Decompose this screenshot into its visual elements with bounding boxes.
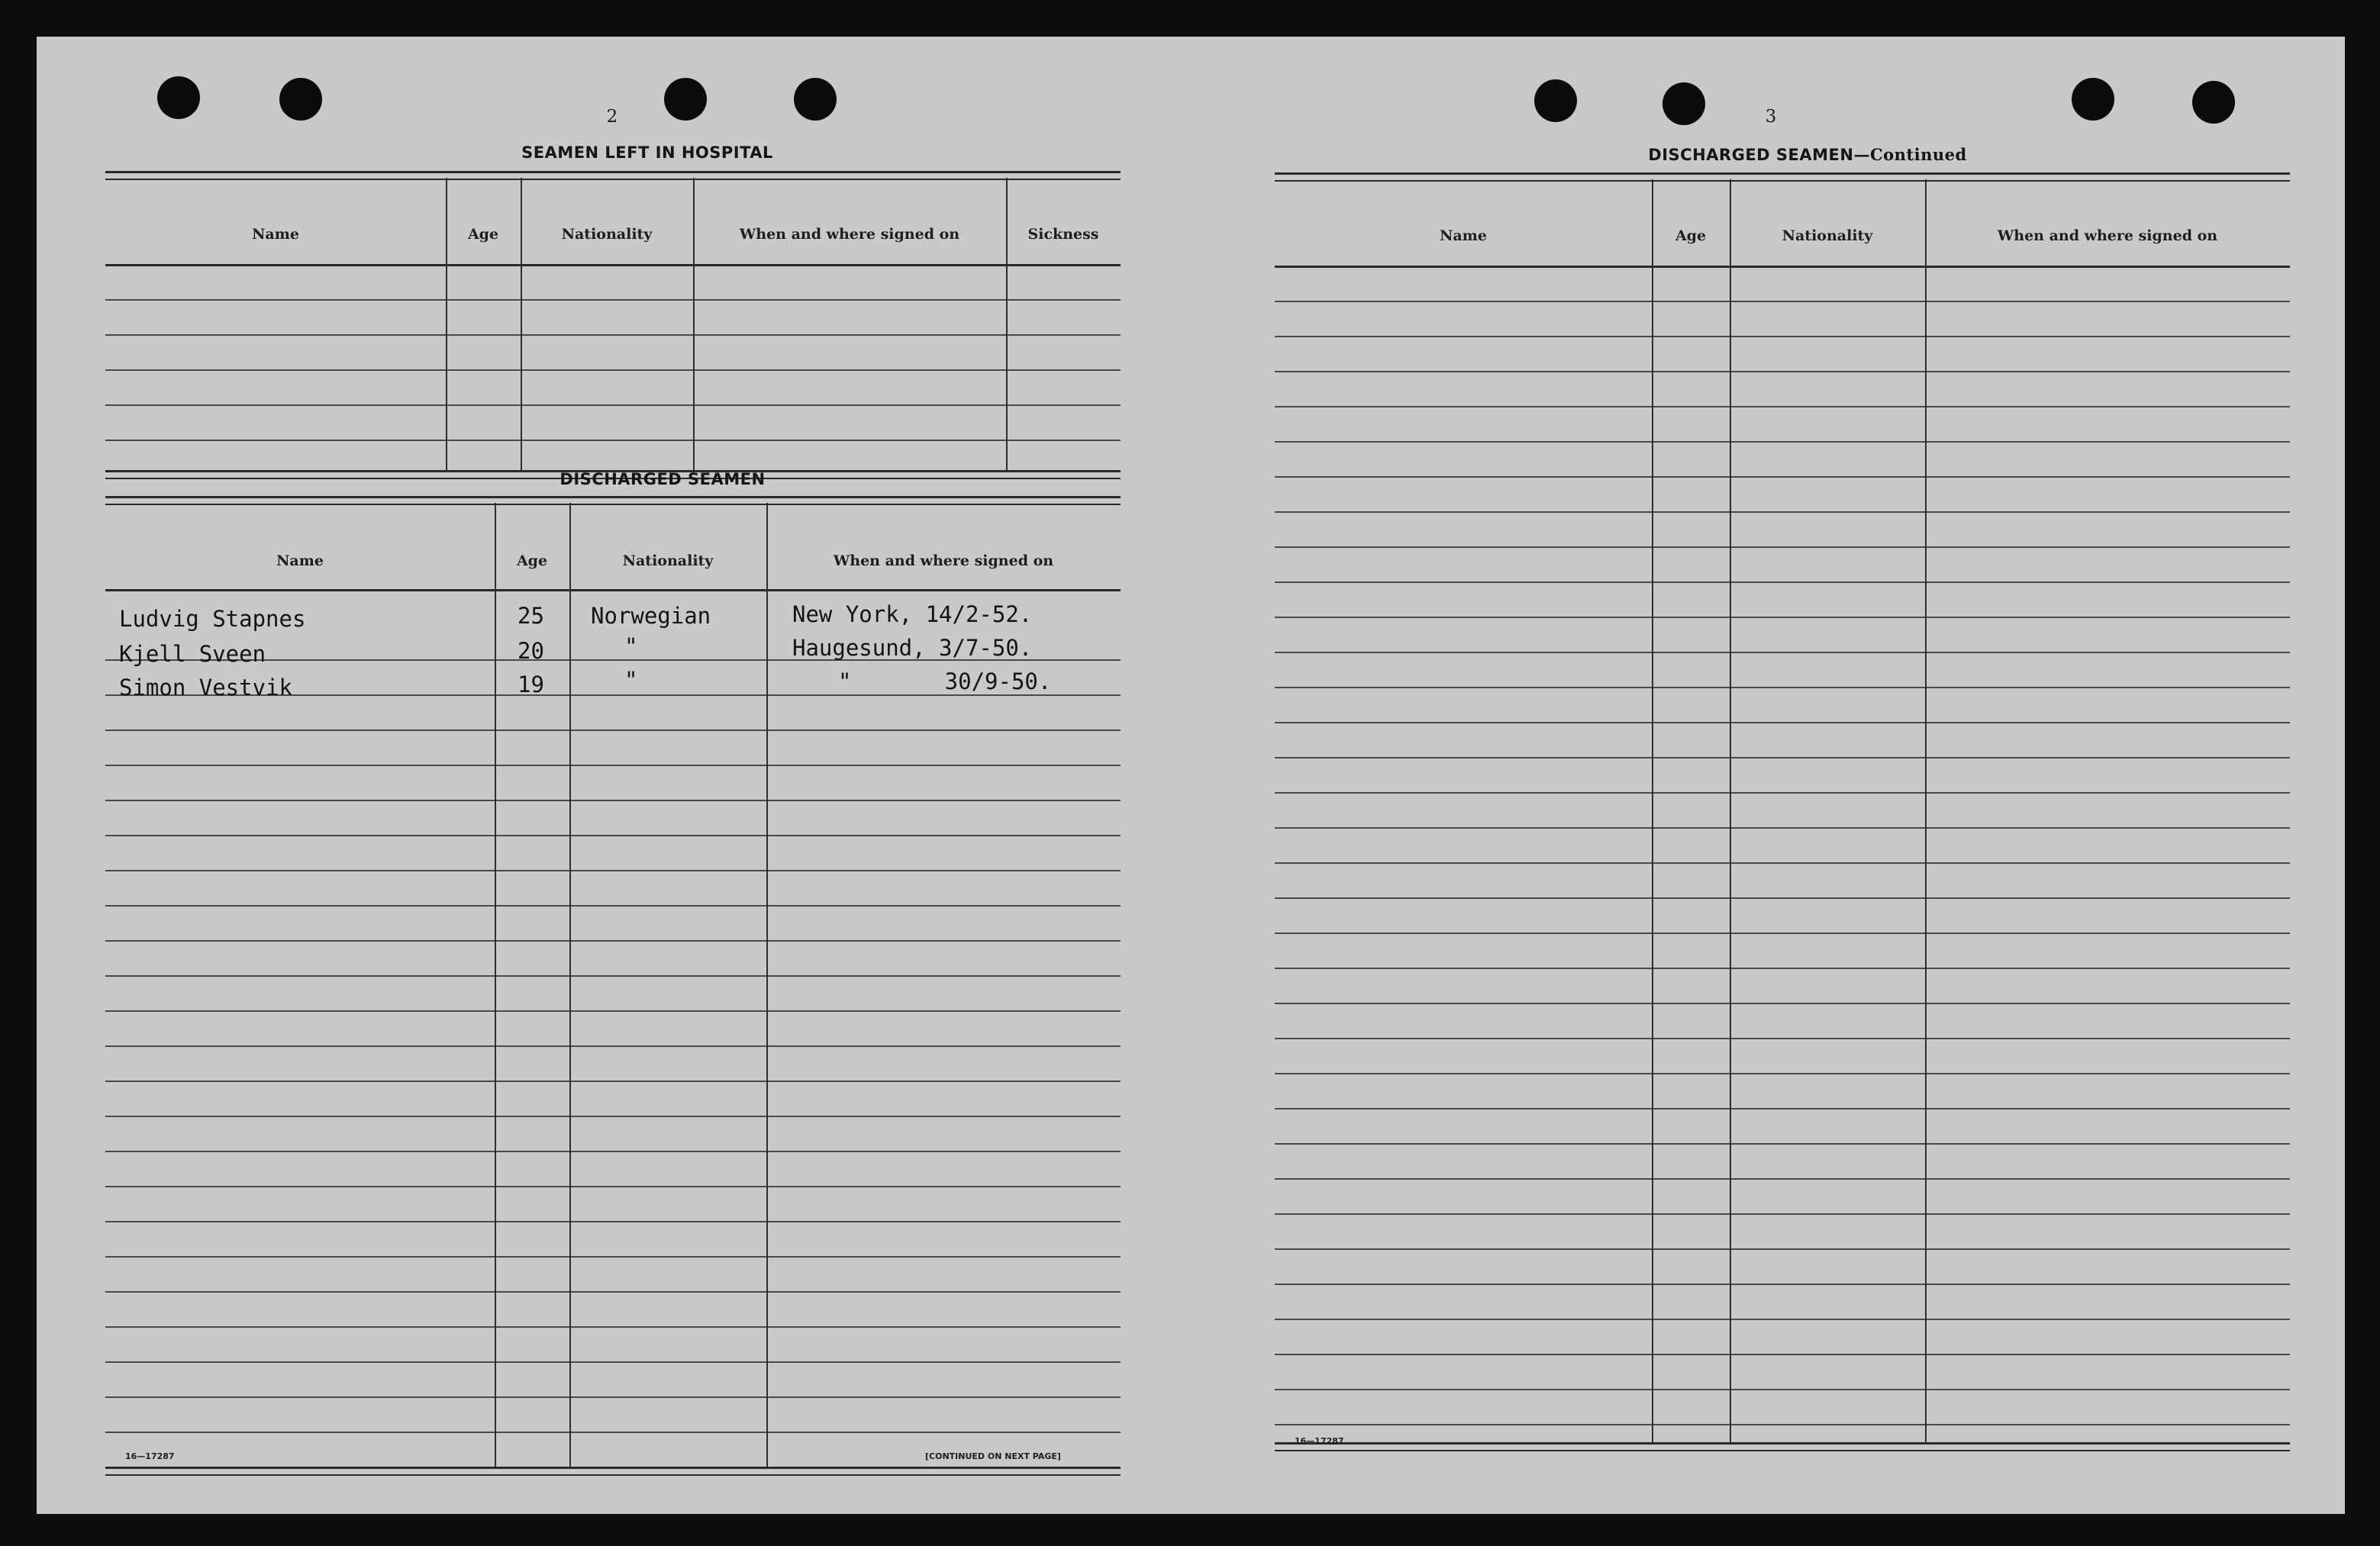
- continued-header-signed-on: When and where signed on: [1997, 227, 2218, 244]
- seaman-signed-on: " 30/9-50.: [838, 668, 1052, 694]
- discharged-header-signed-on: When and where signed on: [833, 552, 1054, 569]
- seaman-name: Kjell Sveen: [119, 641, 266, 667]
- hospital-header-signed-on: When and where signed on: [739, 226, 960, 243]
- discharged-continued-title: [1533, 145, 2082, 164]
- continued-header-name: Name: [1440, 227, 1487, 244]
- discharged-continued-suffix: —Continued: [1853, 145, 1967, 164]
- hospital-section-title: SEAMEN LEFT IN HOSPITAL: [521, 143, 773, 162]
- continued-header-nationality: Nationality: [1782, 227, 1873, 244]
- seaman-signed-on: New York, 14/2-52.: [792, 601, 1033, 627]
- hospital-header-name: Name: [252, 226, 299, 243]
- seaman-nationality: ": [624, 633, 638, 659]
- punch-hole: [2072, 78, 2114, 121]
- discharged-header-age: Age: [516, 552, 548, 569]
- document-paper: [37, 37, 2345, 1514]
- page-number-left: 2: [606, 107, 618, 127]
- seaman-name: Simon Vestvik: [119, 675, 292, 701]
- punch-hole: [664, 78, 707, 121]
- seaman-signed-on: Haugesund, 3/7-50.: [792, 635, 1033, 661]
- hospital-header-age: Age: [467, 226, 499, 243]
- discharged-section-title: DISCHARGED SEAMEN: [560, 470, 766, 488]
- seaman-age: 20: [518, 638, 544, 664]
- discharged-header-name: Name: [276, 552, 324, 569]
- punch-hole: [1534, 79, 1577, 122]
- discharged-table: [105, 496, 1121, 1488]
- punch-hole: [794, 78, 837, 121]
- seaman-nationality: ": [624, 667, 638, 693]
- page-number-right: 3: [1765, 107, 1777, 127]
- hospital-table: [105, 171, 1121, 485]
- seaman-name: Ludvig Stapnes: [119, 606, 306, 632]
- hospital-header-sickness: Sickness: [1027, 226, 1099, 243]
- continued-note: [CONTINUED ON NEXT PAGE]: [925, 1451, 1061, 1461]
- seaman-age: 25: [518, 603, 544, 629]
- continued-header-age: Age: [1675, 227, 1707, 244]
- discharged-continued-table: [1275, 172, 2290, 1470]
- form-number-left: 16—17287: [125, 1451, 175, 1461]
- seaman-age: 19: [518, 672, 544, 697]
- hospital-header-nationality: Nationality: [561, 226, 653, 243]
- punch-hole: [157, 76, 200, 119]
- discharged-header-nationality: Nationality: [622, 552, 714, 569]
- punch-hole: [2192, 81, 2235, 124]
- punch-hole: [279, 78, 322, 121]
- punch-hole: [1662, 82, 1705, 125]
- seaman-nationality: Norwegian: [591, 603, 711, 629]
- discharged-continued-title-main: DISCHARGED SEAMEN: [1648, 146, 1854, 164]
- form-number-right: 16—17287: [1295, 1436, 1344, 1446]
